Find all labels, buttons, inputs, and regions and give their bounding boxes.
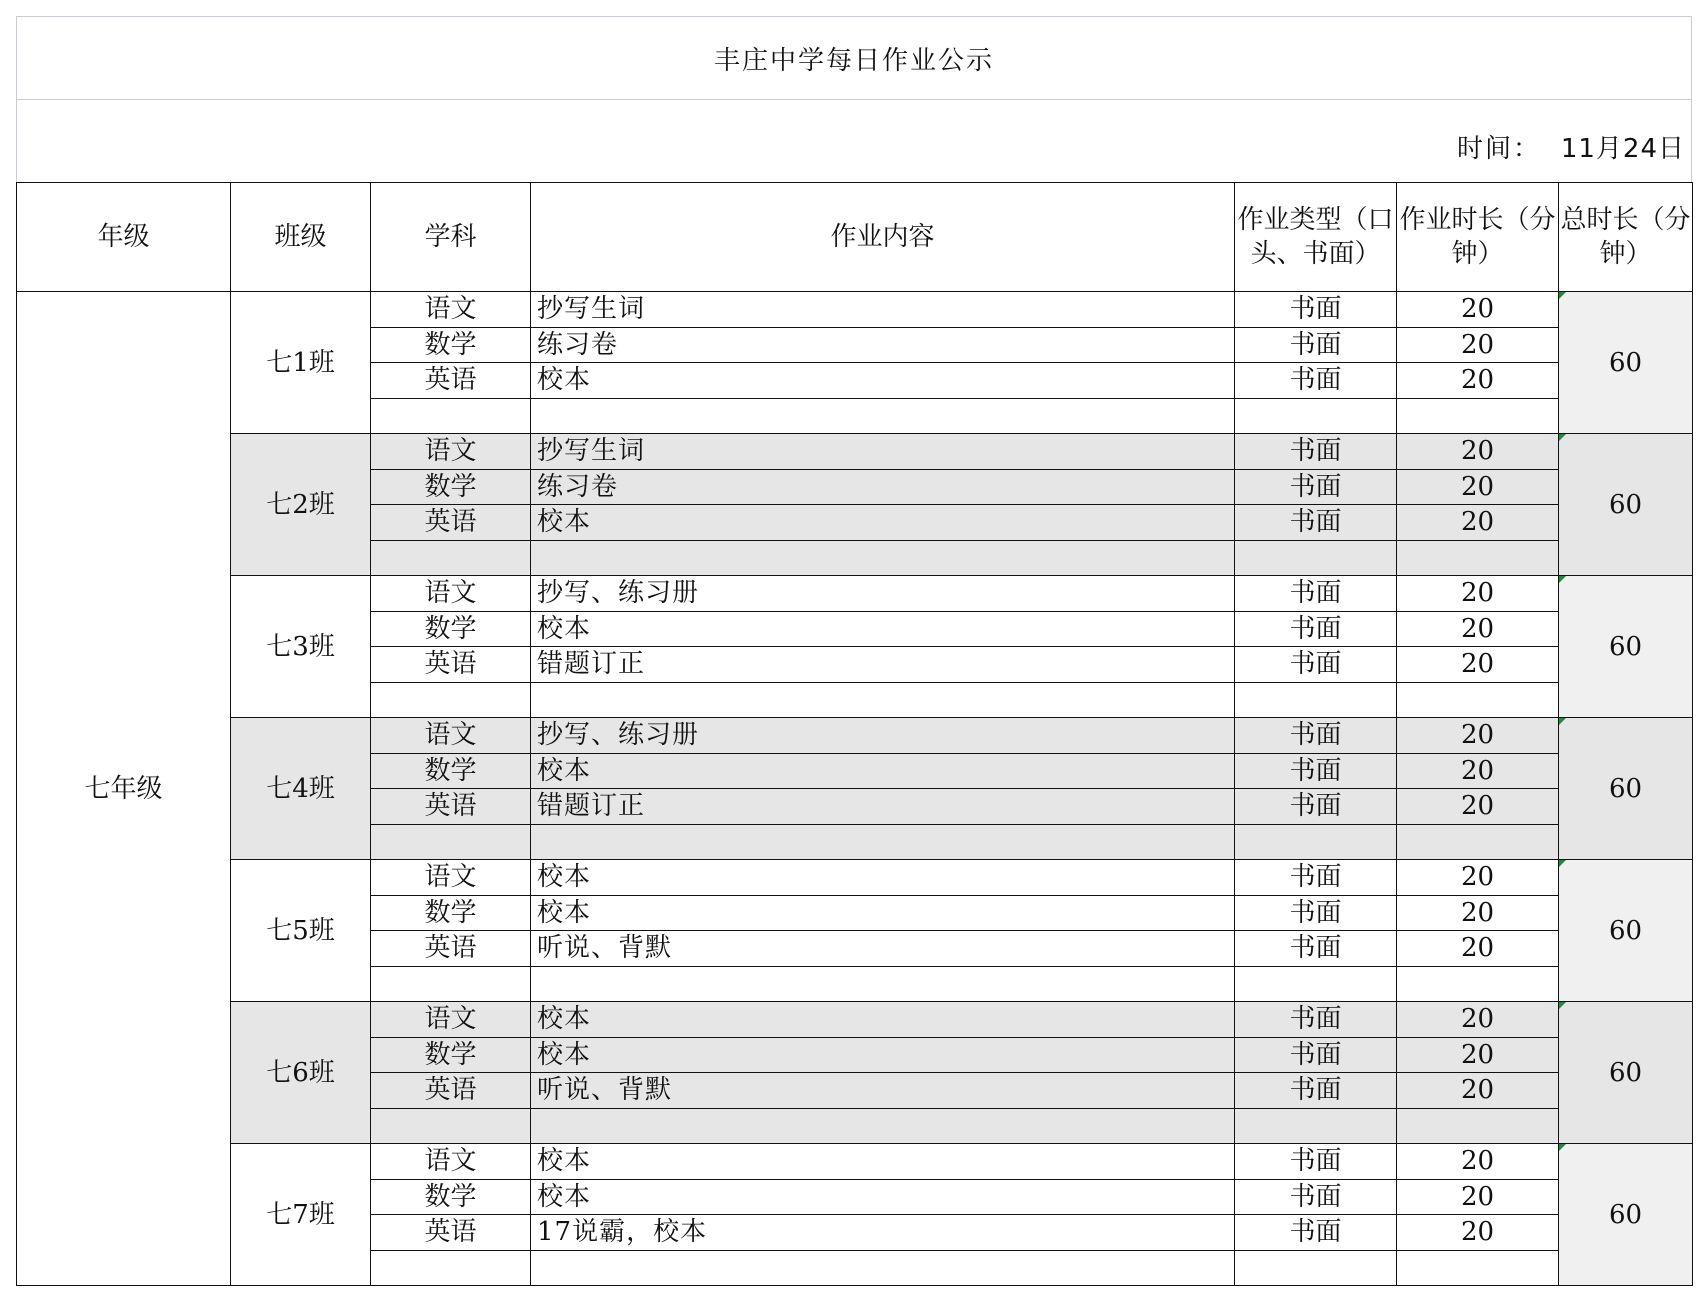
duration-cell: 20 <box>1397 327 1559 363</box>
subject-cell: 英语 <box>371 1215 531 1251</box>
header-content: 作业内容 <box>531 183 1235 292</box>
content-cell <box>531 398 1235 434</box>
type-cell: 书面 <box>1235 505 1397 541</box>
type-cell: 书面 <box>1235 753 1397 789</box>
subject-cell: 语文 <box>371 292 531 328</box>
grade-cell: 七年级 <box>17 292 231 1286</box>
class-cell: 七5班 <box>231 860 371 1002</box>
duration-cell: 20 <box>1397 611 1559 647</box>
content-cell: 校本 <box>531 1002 1235 1038</box>
header-type: 作业类型（口头、书面） <box>1235 183 1397 292</box>
type-cell: 书面 <box>1235 1215 1397 1251</box>
content-cell: 校本 <box>531 1179 1235 1215</box>
total-cell: 60 <box>1559 576 1693 718</box>
type-cell: 书面 <box>1235 611 1397 647</box>
date-row <box>16 99 1692 182</box>
total-cell: 60 <box>1559 1002 1693 1144</box>
subject-cell: 语文 <box>371 434 531 470</box>
duration-cell: 20 <box>1397 505 1559 541</box>
content-cell: 抄写、练习册 <box>531 576 1235 612</box>
type-cell: 书面 <box>1235 860 1397 896</box>
duration-cell: 20 <box>1397 363 1559 399</box>
total-cell: 60 <box>1559 1144 1693 1286</box>
type-cell: 书面 <box>1235 363 1397 399</box>
content-cell: 校本 <box>531 611 1235 647</box>
duration-cell <box>1397 1108 1559 1144</box>
content-cell: 练习卷 <box>531 469 1235 505</box>
content-cell: 练习卷 <box>531 327 1235 363</box>
header-row <box>17 183 1693 292</box>
content-cell: 抄写生词 <box>531 434 1235 470</box>
content-cell <box>531 1108 1235 1144</box>
type-cell <box>1235 398 1397 434</box>
duration-cell <box>1397 824 1559 860</box>
table-row <box>17 576 1693 612</box>
type-cell: 书面 <box>1235 718 1397 754</box>
duration-cell: 20 <box>1397 292 1559 328</box>
duration-cell: 20 <box>1397 469 1559 505</box>
content-cell <box>531 682 1235 718</box>
duration-cell: 20 <box>1397 1002 1559 1038</box>
type-cell <box>1235 824 1397 860</box>
header-duration: 作业时长（分钟） <box>1397 183 1559 292</box>
header-grade: 年级 <box>17 183 231 292</box>
content-cell: 校本 <box>531 860 1235 896</box>
table-row <box>17 860 1693 896</box>
type-cell <box>1235 1108 1397 1144</box>
content-cell: 抄写、练习册 <box>531 718 1235 754</box>
subject-cell: 语文 <box>371 576 531 612</box>
type-cell: 书面 <box>1235 469 1397 505</box>
subject-cell <box>371 540 531 576</box>
date-label: 时间： <box>1456 134 1541 164</box>
type-cell: 书面 <box>1235 895 1397 931</box>
total-cell: 60 <box>1559 860 1693 1002</box>
table-row <box>17 434 1693 470</box>
duration-cell: 20 <box>1397 1144 1559 1180</box>
type-cell <box>1235 966 1397 1002</box>
class-cell: 七6班 <box>231 1002 371 1144</box>
subject-cell: 数学 <box>371 895 531 931</box>
subject-cell <box>371 824 531 860</box>
class-cell: 七4班 <box>231 718 371 860</box>
duration-cell: 20 <box>1397 789 1559 825</box>
content-cell: 校本 <box>531 895 1235 931</box>
content-cell: 听说、背默 <box>531 1073 1235 1109</box>
homework-sheet <box>16 16 1692 1286</box>
content-cell: 抄写生词 <box>531 292 1235 328</box>
duration-cell: 20 <box>1397 1215 1559 1251</box>
header-class: 班级 <box>231 183 371 292</box>
date-value: 11月24日 <box>1560 134 1685 164</box>
class-cell: 七3班 <box>231 576 371 718</box>
content-cell <box>531 1250 1235 1286</box>
type-cell: 书面 <box>1235 1037 1397 1073</box>
class-cell: 七1班 <box>231 292 371 434</box>
subject-cell <box>371 682 531 718</box>
homework-table <box>16 182 1693 1286</box>
duration-cell: 20 <box>1397 1037 1559 1073</box>
header-total: 总时长（分钟） <box>1559 183 1693 292</box>
type-cell: 书面 <box>1235 1073 1397 1109</box>
content-cell: 校本 <box>531 1037 1235 1073</box>
duration-cell: 20 <box>1397 576 1559 612</box>
type-cell: 书面 <box>1235 647 1397 683</box>
duration-cell <box>1397 1250 1559 1286</box>
subject-cell: 语文 <box>371 1002 531 1038</box>
type-cell: 书面 <box>1235 789 1397 825</box>
total-cell: 60 <box>1559 434 1693 576</box>
table-row <box>17 292 1693 328</box>
subject-cell: 数学 <box>371 1037 531 1073</box>
content-cell: 听说、背默 <box>531 931 1235 967</box>
header-subject: 学科 <box>371 183 531 292</box>
type-cell: 书面 <box>1235 434 1397 470</box>
total-cell: 60 <box>1559 292 1693 434</box>
duration-cell: 20 <box>1397 753 1559 789</box>
table-row <box>17 1144 1693 1180</box>
type-cell: 书面 <box>1235 576 1397 612</box>
duration-cell <box>1397 540 1559 576</box>
subject-cell: 英语 <box>371 505 531 541</box>
duration-cell: 20 <box>1397 860 1559 896</box>
class-cell: 七2班 <box>231 434 371 576</box>
subject-cell: 语文 <box>371 860 531 896</box>
content-cell <box>531 540 1235 576</box>
duration-cell: 20 <box>1397 647 1559 683</box>
duration-cell: 20 <box>1397 1179 1559 1215</box>
content-cell: 校本 <box>531 1144 1235 1180</box>
content-cell <box>531 966 1235 1002</box>
total-cell: 60 <box>1559 718 1693 860</box>
subject-cell <box>371 398 531 434</box>
table-row <box>17 718 1693 754</box>
duration-cell: 20 <box>1397 931 1559 967</box>
duration-cell: 20 <box>1397 434 1559 470</box>
type-cell: 书面 <box>1235 1144 1397 1180</box>
subject-cell: 英语 <box>371 647 531 683</box>
subject-cell <box>371 966 531 1002</box>
subject-cell: 语文 <box>371 1144 531 1180</box>
sheet-title-row <box>16 16 1692 99</box>
type-cell <box>1235 682 1397 718</box>
type-cell: 书面 <box>1235 1179 1397 1215</box>
content-cell: 校本 <box>531 363 1235 399</box>
subject-cell: 数学 <box>371 469 531 505</box>
subject-cell: 数学 <box>371 753 531 789</box>
subject-cell: 英语 <box>371 1073 531 1109</box>
subject-cell: 数学 <box>371 327 531 363</box>
subject-cell: 语文 <box>371 718 531 754</box>
duration-cell: 20 <box>1397 718 1559 754</box>
subject-cell <box>371 1250 531 1286</box>
type-cell: 书面 <box>1235 1002 1397 1038</box>
content-cell: 校本 <box>531 753 1235 789</box>
subject-cell <box>371 1108 531 1144</box>
type-cell: 书面 <box>1235 292 1397 328</box>
type-cell <box>1235 540 1397 576</box>
sheet-title: 丰庄中学每日作业公示 <box>713 45 994 76</box>
type-cell <box>1235 1250 1397 1286</box>
subject-cell: 英语 <box>371 931 531 967</box>
duration-cell <box>1397 966 1559 1002</box>
content-cell: 错题订正 <box>531 647 1235 683</box>
duration-cell <box>1397 398 1559 434</box>
subject-cell: 数学 <box>371 1179 531 1215</box>
content-cell: 17说霸，校本 <box>531 1215 1235 1251</box>
duration-cell <box>1397 682 1559 718</box>
class-cell: 七7班 <box>231 1144 371 1286</box>
content-cell: 校本 <box>531 505 1235 541</box>
type-cell: 书面 <box>1235 327 1397 363</box>
duration-cell: 20 <box>1397 895 1559 931</box>
subject-cell: 数学 <box>371 611 531 647</box>
subject-cell: 英语 <box>371 789 531 825</box>
duration-cell: 20 <box>1397 1073 1559 1109</box>
table-body <box>17 292 1693 1286</box>
subject-cell: 英语 <box>371 363 531 399</box>
content-cell <box>531 824 1235 860</box>
type-cell: 书面 <box>1235 931 1397 967</box>
table-row <box>17 1002 1693 1038</box>
content-cell: 错题订正 <box>531 789 1235 825</box>
